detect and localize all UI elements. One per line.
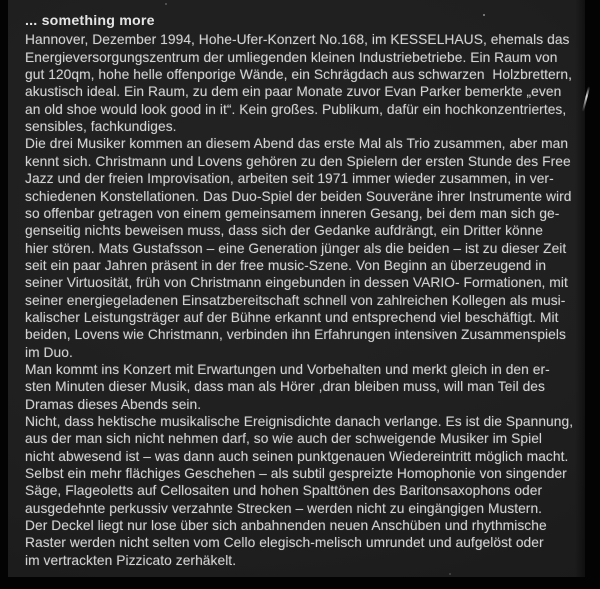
text-line: Der Deckel liegt nur lose über sich anbahnenden neuen Anschüben und rhythmische <box>25 518 547 534</box>
text-line: Dramas dieses Abends sein. <box>25 396 202 412</box>
body-text <box>25 31 577 569</box>
text-line: an old shoe would look good in it“. Kein großes. Publikum, dafür ein hochkonzentriertes, <box>25 101 567 117</box>
text-line: im vertrackten Pizzicato zerhäkelt. <box>25 552 237 568</box>
text-line: so offenbar getragen von einem gemeinsamem inneren Gesang, bei dem man sich ge- <box>25 205 560 221</box>
text-line: Nicht, dass hektische musikalische Ereignisdichte danach verlange. Es ist die Spannung, <box>25 413 574 429</box>
text-line: Die drei Musiker kommen an diesem Abend das erste Mal als Trio zusammen, aber man <box>25 136 569 152</box>
text-line: Jazz und der freien Improvisation, arbeiten seit 1971 immer wieder zusammen, in ver- <box>25 171 554 187</box>
text-line: seiner energiegeladenen Einsatzbereitschaft schnell von zahlreichen Kollegen als musi- <box>25 292 566 308</box>
text-line: gut 120qm, hohe helle offenporige Wände, ein Schrägdach aus schwarzen Holzbrettern, <box>25 67 572 83</box>
text-line: seit ein paar Jahren präsent in der free music-Szene. Von Beginn an überzeugend in <box>25 257 547 273</box>
dust-speck <box>449 573 451 575</box>
text-line: Säge, Flageoletts auf Cellosaiten und hohen Spalttönen des Baritonsaxophons oder <box>25 483 543 499</box>
text-line: ausgedehnte perkussiv verzahnte Strecken – werden nicht zu eingängigen Mustern. <box>25 500 543 516</box>
text-line: schiedenen Konstellationen. Das Duo-Spiel der beiden Souveräne ihrer Instrumente wird <box>25 188 572 204</box>
text-line: Selbst ein mehr flächiges Geschehen – als subtil gespreizte Homophonie von singender <box>25 466 567 481</box>
text-line: sten Minuten dieser Musik, dass man als Hörer ,dran bleiben muss, will man Teil des <box>25 379 545 395</box>
text-line: sensibles, fachkundiges. <box>25 119 177 135</box>
text-line: hier stören. Mats Gustafsson – eine Generation jünger als die beiden – ist zu dieser Zeit <box>25 240 567 256</box>
text-line: Raster werden nicht selten vom Cello elegisch-melisch umrundet und aufgelöst oder <box>25 535 544 551</box>
page-title: ... something more <box>25 13 155 29</box>
text-line: kennt sich. Christmann und Lovens gehören zu den Spielern der ersten Stunde des Free <box>25 153 571 169</box>
text-line: kalischer Leistungsträger auf der Bühne erkannt und entsprechend viel beschäftigt. Mit <box>25 309 559 325</box>
text-line: genseitig nichts beweisen muss, dass sich der Gedanke aufdrängt, ein Dritter könne <box>25 223 543 239</box>
text-line: seiner Virtuosität, früh von Christmann eingebunden in dessen VARIO- Formationen, mit <box>25 275 568 291</box>
dust-speck <box>165 3 167 5</box>
dust-speck <box>483 14 485 16</box>
text-line: aus der man sich nicht nehmen darf, so wie auch der schweigende Musiker im Spiel <box>25 431 543 447</box>
text-line: Man kommt ins Konzert mit Erwartungen und Vorbehalten und merkt gleich in den er- <box>25 361 550 377</box>
text-line: beiden, Lovens wie Christmann, verbinden ihn Erfahrungen intensiven Zusammenspiels <box>25 327 566 343</box>
liner-notes <box>25 13 577 569</box>
text-line: nicht abwesend ist – was dann auch seinen punktgenauen Wiedereintritt möglich macht. <box>25 448 569 464</box>
text-line: im Duo. <box>25 344 73 360</box>
text-line: Hannover, Dezember 1994, Hohe-Ufer-Konzert No.168, im KESSELHAUS, ehemals das <box>25 32 570 48</box>
text-line: akustisch ideal. Ein Raum, zu dem ein paar Monate zuvor Evan Parker bemerkte „even <box>25 84 562 100</box>
text-line: Energieversorgungszentrum der umliegenden kleinen Industriebetriebe. Ein Raum von <box>25 49 558 65</box>
